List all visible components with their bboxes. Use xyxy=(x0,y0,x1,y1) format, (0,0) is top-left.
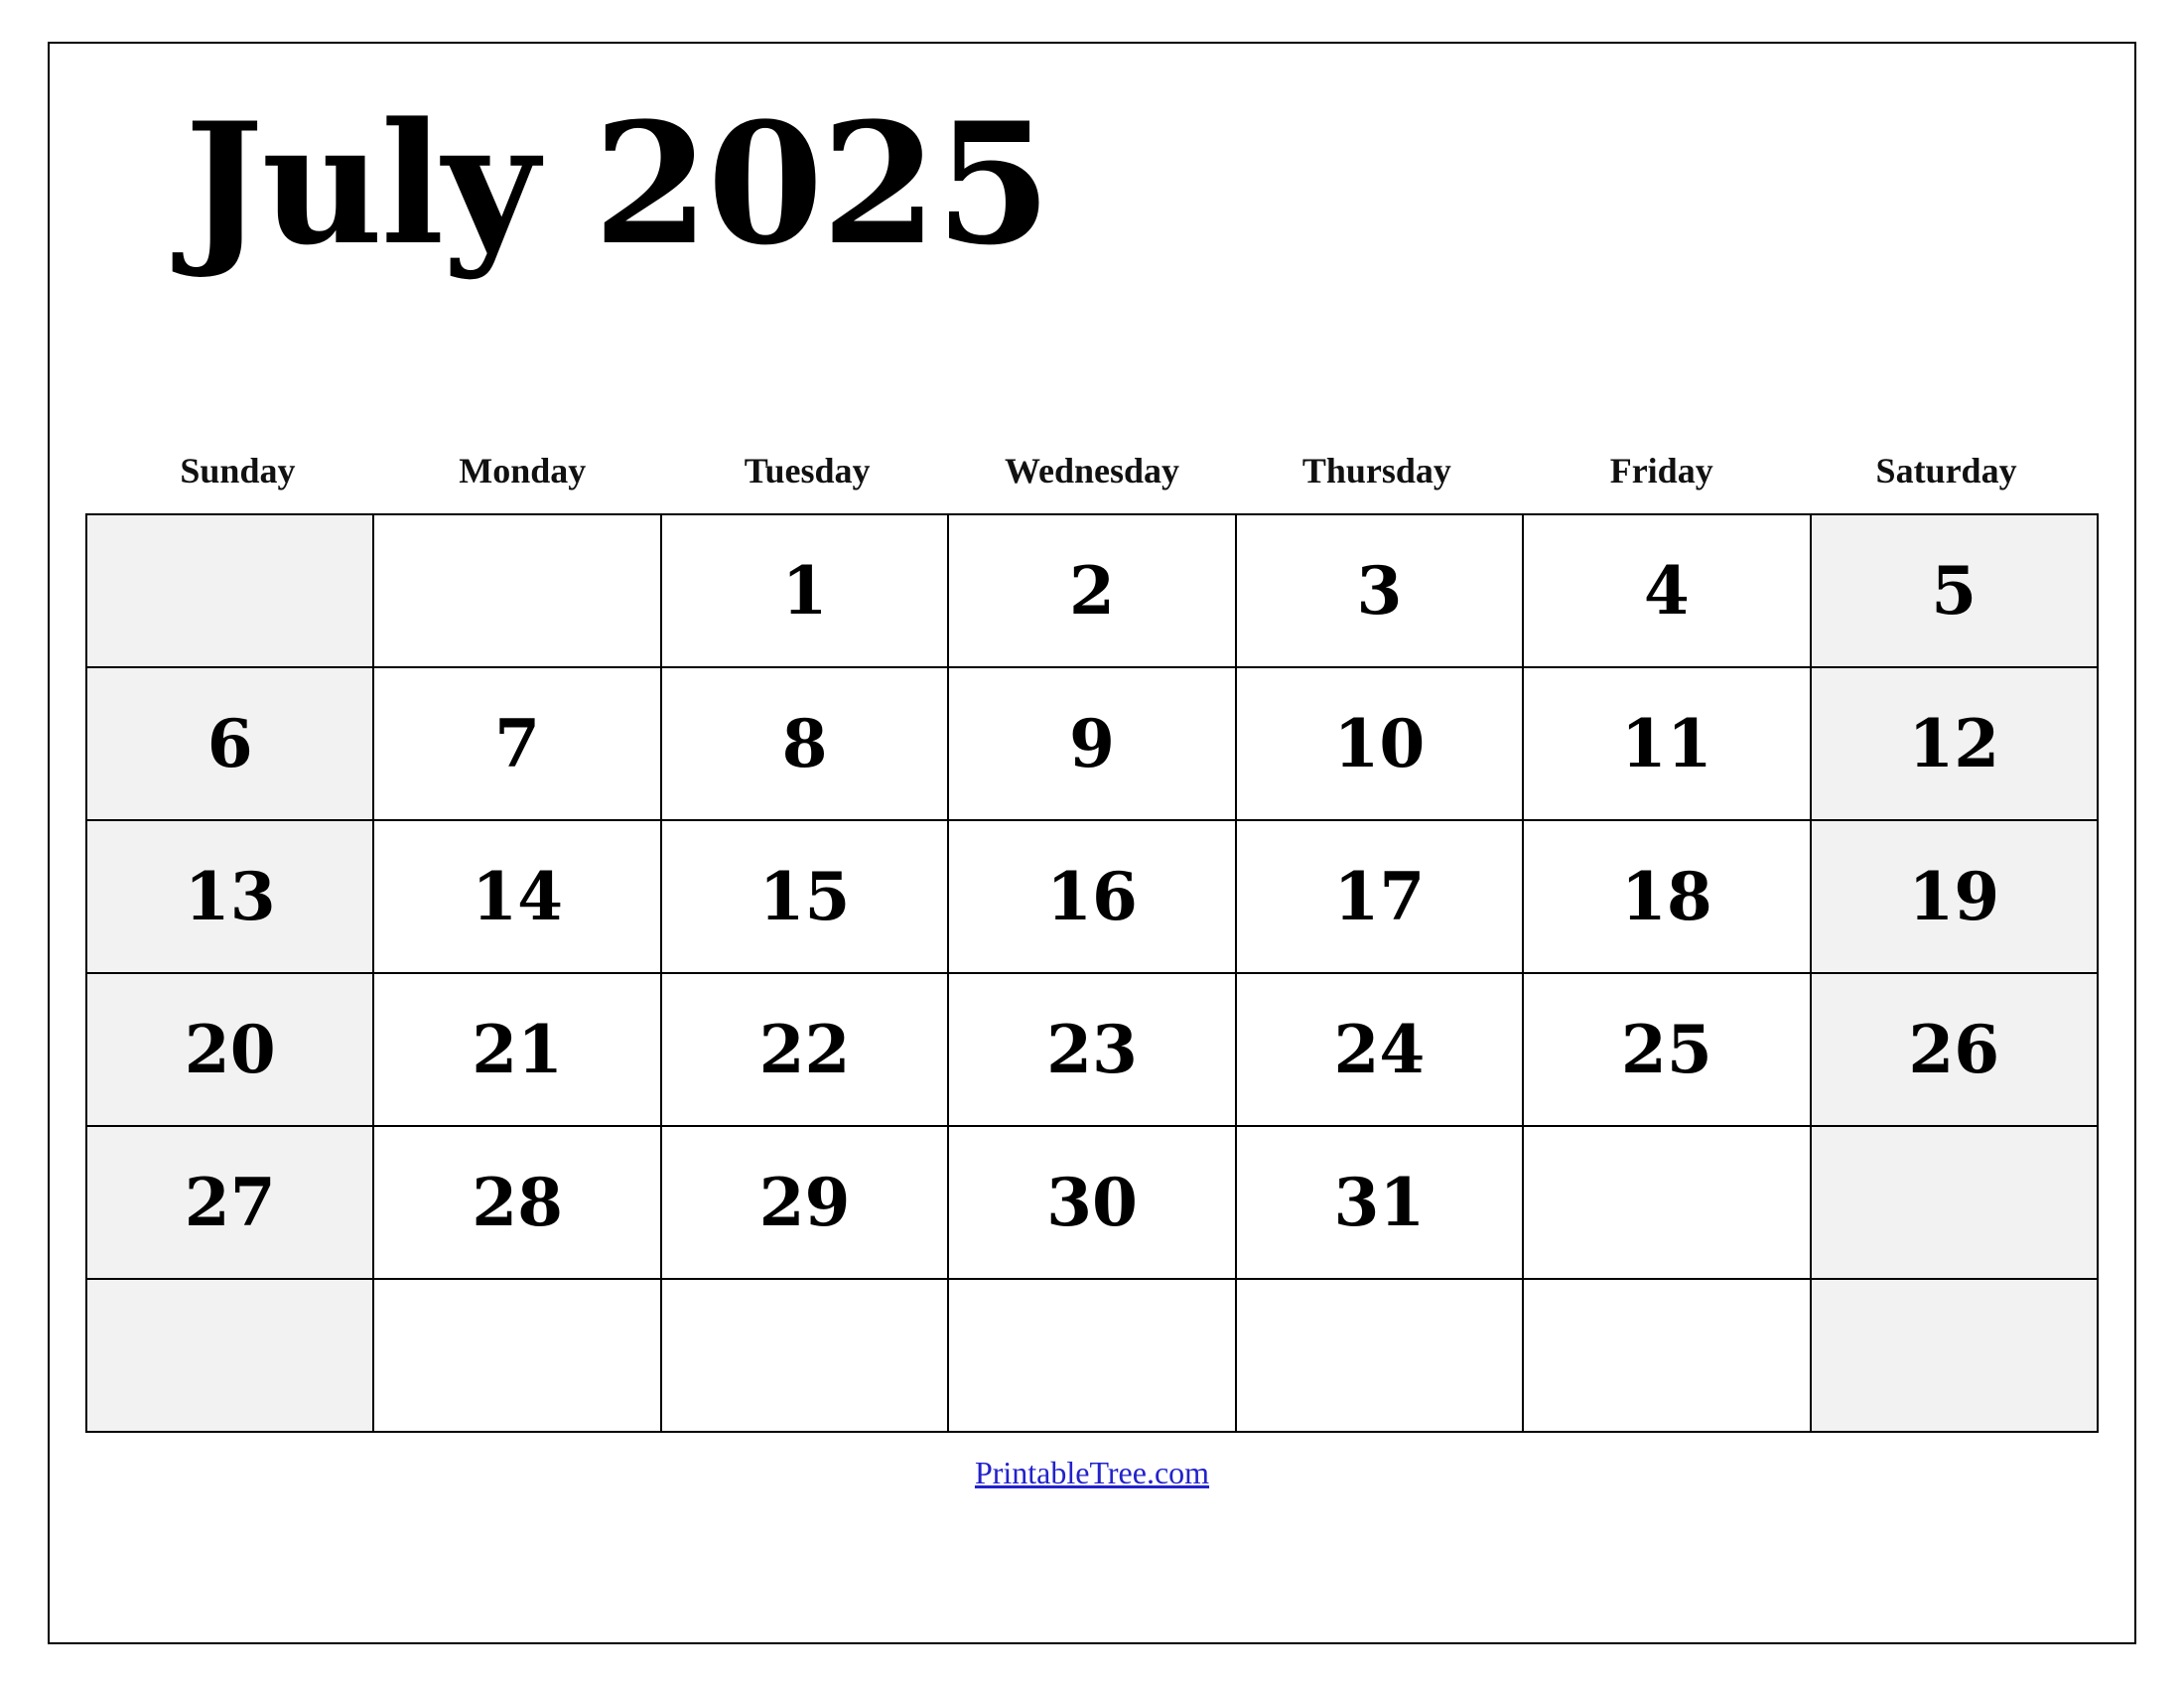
calendar-day-cell[interactable] xyxy=(1237,668,1524,821)
calendar-day-cell[interactable] xyxy=(1237,974,1524,1127)
day-number: 5 xyxy=(1931,552,1978,631)
day-number: 3 xyxy=(1356,552,1403,631)
calendar-day-cell[interactable] xyxy=(662,821,949,974)
day-number: 15 xyxy=(758,858,851,936)
calendar-day-cell[interactable] xyxy=(662,1280,949,1433)
calendar-day-cell[interactable] xyxy=(949,974,1236,1127)
day-number: 19 xyxy=(1908,858,2000,936)
day-number: 6 xyxy=(206,705,253,783)
calendar-day-cell[interactable] xyxy=(87,668,374,821)
calendar-day-cell[interactable] xyxy=(1524,515,1811,668)
weekday-header-row xyxy=(85,450,2099,507)
calendar-day-cell[interactable] xyxy=(1524,1280,1811,1433)
calendar-day-cell[interactable] xyxy=(662,515,949,668)
day-number: 1 xyxy=(781,552,828,631)
calendar-day-cell[interactable] xyxy=(1237,1127,1524,1280)
printabletree-link[interactable]: PrintableTree.com xyxy=(974,1455,1210,1491)
calendar-day-cell[interactable] xyxy=(662,974,949,1127)
day-number: 18 xyxy=(1620,858,1712,936)
calendar-day-cell[interactable] xyxy=(1812,515,2099,668)
calendar-day-cell[interactable] xyxy=(1524,1127,1811,1280)
calendar-day-cell[interactable] xyxy=(949,1280,1236,1433)
day-number: 27 xyxy=(184,1164,276,1242)
day-number: 10 xyxy=(1333,705,1426,783)
calendar-day-cell[interactable] xyxy=(87,1127,374,1280)
calendar-day-cell[interactable] xyxy=(1812,1127,2099,1280)
calendar-day-cell[interactable] xyxy=(87,821,374,974)
day-number: 13 xyxy=(184,858,276,936)
weekday-header-sunday: Sunday xyxy=(180,451,296,492)
calendar-container xyxy=(48,42,2136,1644)
footer xyxy=(85,1455,2099,1491)
calendar-day-cell[interactable] xyxy=(1237,515,1524,668)
calendar-day-cell[interactable] xyxy=(374,821,661,974)
weekday-header-saturday: Saturday xyxy=(1875,451,2017,492)
calendar-day-cell[interactable] xyxy=(1812,821,2099,974)
day-number: 21 xyxy=(472,1011,564,1089)
day-number: 11 xyxy=(1620,705,1712,783)
day-number: 25 xyxy=(1620,1011,1712,1089)
day-number: 4 xyxy=(1643,552,1690,631)
calendar-day-cell[interactable] xyxy=(1812,668,2099,821)
calendar-day-cell[interactable] xyxy=(374,515,661,668)
weekday-header-friday: Friday xyxy=(1609,451,1713,492)
calendar-day-cell[interactable] xyxy=(1524,821,1811,974)
calendar-day-cell[interactable] xyxy=(87,974,374,1127)
day-number: 9 xyxy=(1069,705,1115,783)
calendar-day-cell[interactable] xyxy=(949,515,1236,668)
calendar-day-cell[interactable] xyxy=(949,1127,1236,1280)
calendar-day-cell[interactable] xyxy=(949,668,1236,821)
calendar-day-cell[interactable] xyxy=(662,668,949,821)
day-number: 17 xyxy=(1333,858,1426,936)
calendar-day-cell[interactable] xyxy=(1237,821,1524,974)
calendar-day-cell[interactable] xyxy=(87,515,374,668)
day-number: 12 xyxy=(1908,705,2000,783)
day-number: 26 xyxy=(1908,1011,2000,1089)
calendar-day-cell[interactable] xyxy=(374,974,661,1127)
day-number: 24 xyxy=(1333,1011,1426,1089)
day-number: 30 xyxy=(1046,1164,1138,1242)
weekday-header-wednesday: Wednesday xyxy=(1004,451,1180,492)
day-number: 20 xyxy=(184,1011,276,1089)
day-number: 7 xyxy=(494,705,541,783)
day-number: 29 xyxy=(758,1164,851,1242)
calendar-day-cell[interactable] xyxy=(662,1127,949,1280)
day-number: 28 xyxy=(472,1164,564,1242)
calendar-day-cell[interactable] xyxy=(374,668,661,821)
day-number: 31 xyxy=(1333,1164,1426,1242)
calendar-day-cell[interactable] xyxy=(1524,668,1811,821)
calendar-title: July 2025 xyxy=(185,85,1050,282)
weekday-header-tuesday: Tuesday xyxy=(744,451,871,492)
day-number: 23 xyxy=(1046,1011,1138,1089)
calendar-grid xyxy=(85,513,2099,1433)
weekday-header-monday: Monday xyxy=(459,451,587,492)
calendar-day-cell[interactable] xyxy=(1812,974,2099,1127)
calendar-day-cell[interactable] xyxy=(374,1280,661,1433)
calendar-day-cell[interactable] xyxy=(949,821,1236,974)
day-number: 2 xyxy=(1069,552,1115,631)
weekday-header-thursday: Thursday xyxy=(1301,451,1451,492)
day-number: 16 xyxy=(1046,858,1138,936)
calendar-day-cell[interactable] xyxy=(1237,1280,1524,1433)
day-number: 8 xyxy=(781,705,828,783)
day-number: 22 xyxy=(758,1011,851,1089)
day-number: 14 xyxy=(472,858,564,936)
calendar-day-cell[interactable] xyxy=(87,1280,374,1433)
calendar-day-cell[interactable] xyxy=(374,1127,661,1280)
calendar-day-cell[interactable] xyxy=(1812,1280,2099,1433)
calendar-day-cell[interactable] xyxy=(1524,974,1811,1127)
